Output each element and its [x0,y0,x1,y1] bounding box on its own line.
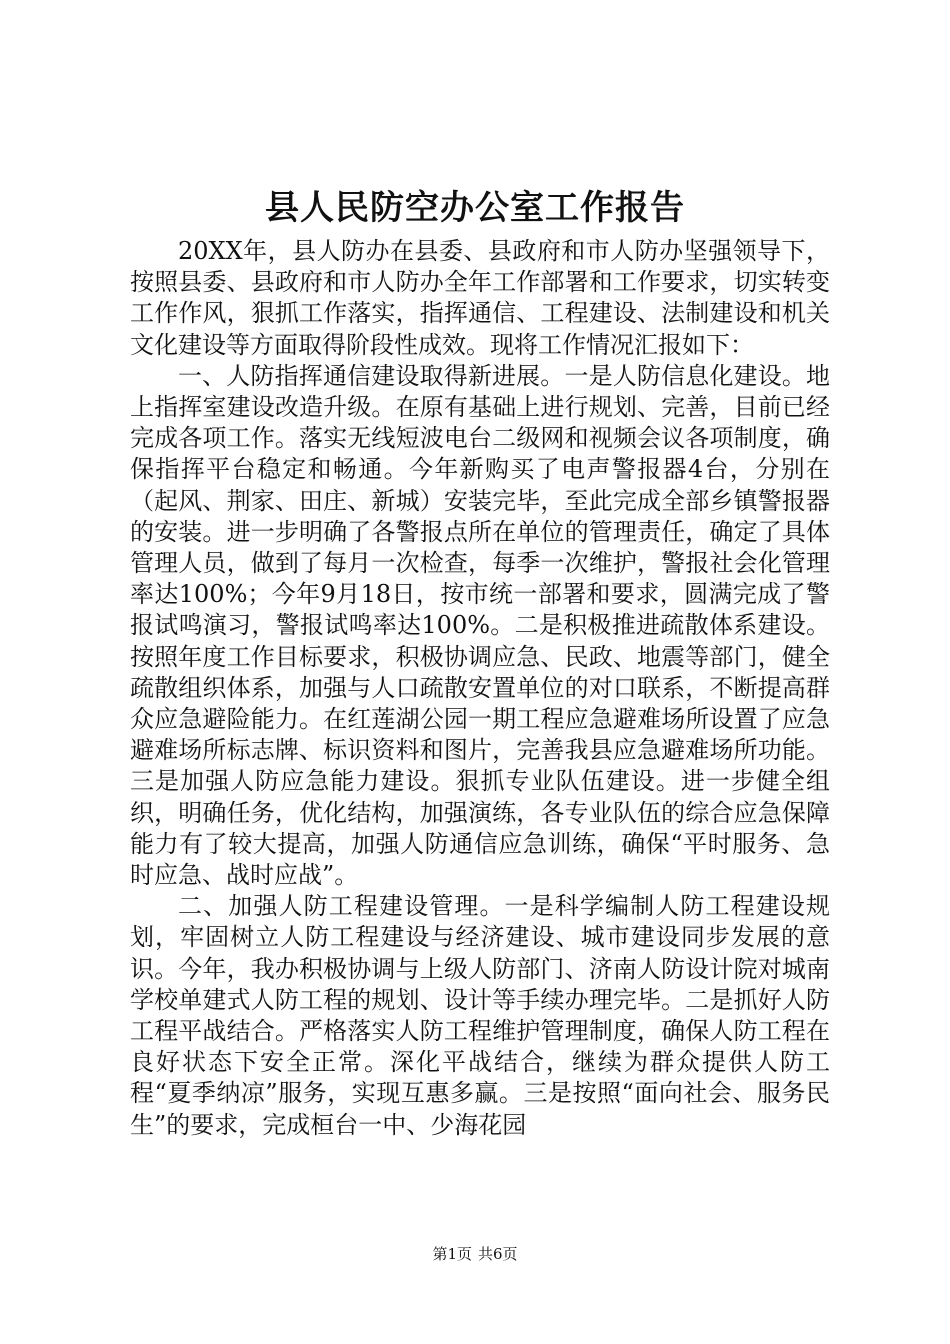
document-body [130,236,830,1141]
paragraph-section-1: 一、人防指挥通信建设取得新进展。一是人防信息化建设。地上指挥室建设改造升级。在原有基础上进行规划、完善，目前已经完成各项工作。落实无线短波电台二级网和视频会议各项制度，确保指挥平台稳定和畅通。今年新购买了电声警报器4台，分别在（起风、荆家、田庄、新城）安装完毕，至此完成全部乡镇警报器的安装。进一步明确了各警报点所在单位的管理责任，确定了具体管理人员，做到了每月一次检查，每季一次维护，警报社会化管理率达100%；今年9月18日，按市统一部署和要求，圆满完成了警报试鸣演习，警报试鸣率达100%。二是积极推进疏散体系建设。按照年度工作目标要求，积极协调应急、民政、地震等部门，健全疏散组织体系，加强与人口疏散安置单位的对口联系，不断提高群众应急避险能力。在红莲湖公园一期工程应急避难场所设置了应急避难场所标志牌、标识资料和图片，完善我县应急避难场所功能。三是加强人防应急能力建设。狠抓专业队伍建设。进一步健全组织，明确任务，优化结构，加强演练，各专业队伍的综合应急保障能力有了较大提高，加强人防通信应急训练，确保“平时服务、急时应急、战时应战”。 [130,361,830,890]
page-total: 共6页 [478,1245,518,1263]
page-number: 第1页 [432,1245,472,1263]
document-title: 县人民防空办公室工作报告 [265,188,685,228]
paragraph-section-2: 二、加强人防工程建设管理。一是科学编制人防工程建设规划，牢固树立人防工程建设与经济建设、城市建设同步发展的意识。今年，我办积极协调与上级人防部门、济南人防设计院对城南学校单建式人防工程的规划、设计等手续办理完毕。二是抓好人防工程平战结合。严格落实人防工程维护管理制度，确保人防工程在良好状态下安全正常。深化平战结合，继续为群众提供人防工程“夏季纳凉”服务，实现互惠多赢。三是按照“面向社会、服务民生”的要求，完成桓台一中、少海花园 [130,892,830,1139]
page-footer [0,1244,950,1264]
paragraph-intro: 20XX年，县人防办在县委、县政府和市人防办坚强领导下，按照县委、县政府和市人防办全年工作部署和工作要求，切实转变工作作风，狠抓工作落实，指挥通信、工程建设、法制建设和机关文化建设等方面取得阶段性成效。现将工作情况汇报如下： [130,237,830,359]
